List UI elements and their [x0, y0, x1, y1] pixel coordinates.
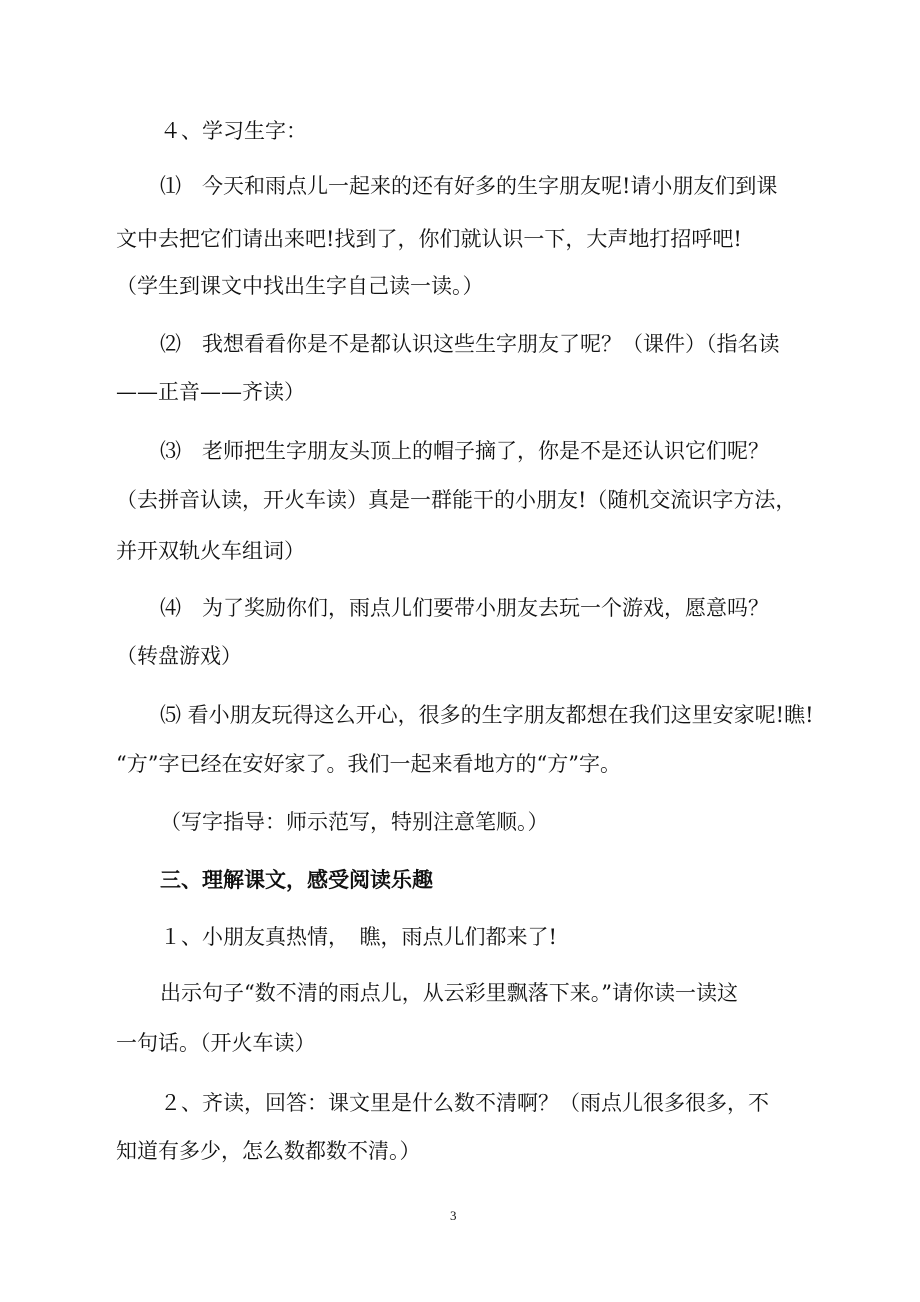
paragraph-line: （转盘游戏）: [116, 644, 242, 668]
paragraph-line: ⑶ 老师把生字朋友头顶上的帽子摘了，你是不是还认识它们呢？: [160, 439, 769, 463]
paragraph-line: １、小朋友真热情， 瞧，雨点儿们都来了!: [160, 925, 557, 949]
paragraph-line: ２、齐读，回答：课文里是什么数不清啊？（雨点儿很多很多，不: [160, 1091, 769, 1115]
page-number: 3: [450, 1208, 457, 1223]
paragraph-line: （学生到课文中找出生字自己读一读。）: [116, 274, 484, 298]
paragraph-line: 并开双轨火车组词）: [116, 539, 305, 563]
section-heading: 三、理解课文，感受阅读乐趣: [160, 867, 433, 892]
paragraph-line: ——正音——齐读）: [116, 380, 305, 404]
paragraph-line: “方”字已经在安好家了。我们一起来看地方的“方”字。: [116, 752, 621, 776]
paragraph-line: 文中去把它们请出来吧!找到了，你们就认识一下，大声地打招呼吧!: [116, 227, 742, 251]
paragraph-line: ⑵ 我想看看你是不是都认识这些生字朋友了呢？（课件）（指名读: [160, 332, 780, 356]
paragraph-line: 出示句子“数不清的雨点儿，从云彩里飘落下来。”请你读一读这: [160, 981, 738, 1005]
paragraph-line: 知道有多少，怎么数都数不清。）: [116, 1139, 421, 1163]
paragraph-line: （写字指导：师示范写，特别注意笔顺。）: [160, 810, 549, 834]
section-heading: ４、学习生字：: [160, 119, 307, 143]
paragraph-line: ⑴ 今天和雨点儿一起来的还有好多的生字朋友呢!请小朋友们到课: [160, 174, 778, 198]
paragraph-line: ⑷ 为了奖励你们，雨点儿们要带小朋友去玩一个游戏，愿意吗？: [160, 596, 769, 620]
paragraph-line: 一句话。（开火车读）: [116, 1031, 316, 1055]
paragraph-line: ⑸ 看小朋友玩得这么开心，很多的生字朋友都想在我们这里安家呢!瞧!: [160, 703, 814, 727]
paragraph-line: （去拼音认读，开火车读）真是一群能干的小朋友!（随机交流识字方法，: [116, 488, 797, 512]
